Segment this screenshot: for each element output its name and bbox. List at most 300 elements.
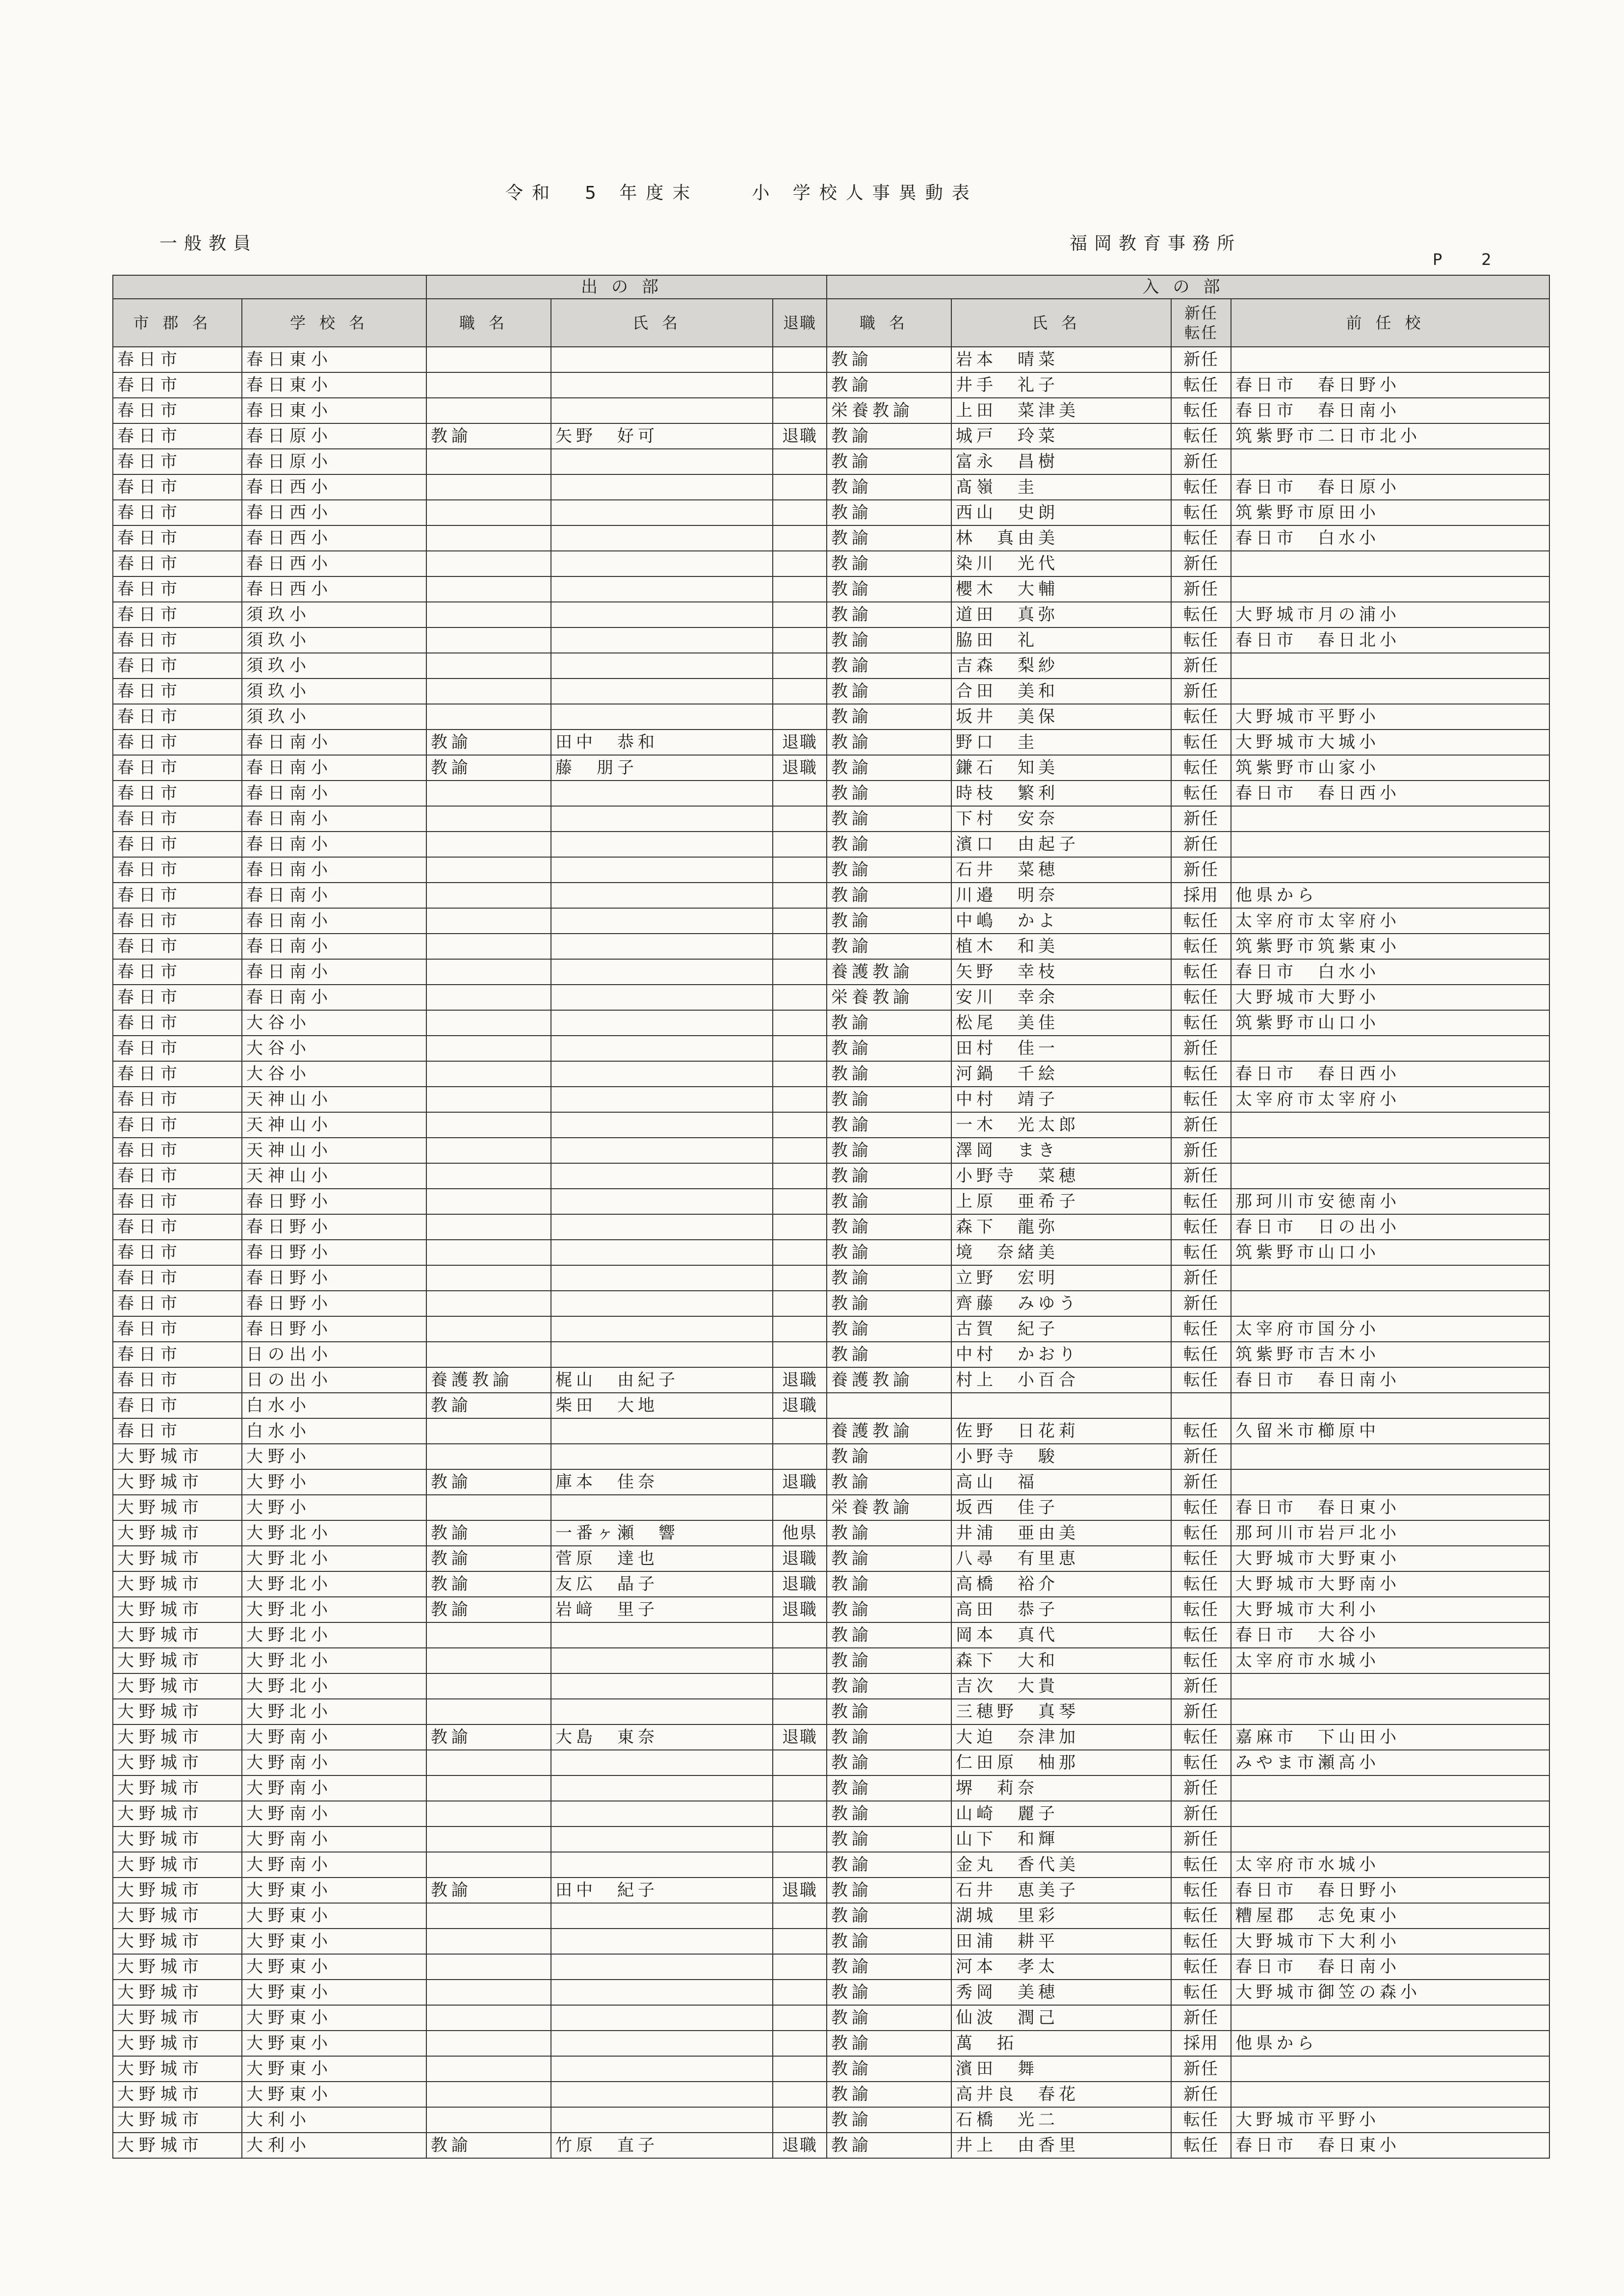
cell-in-name: 富永 昌樹 (951, 449, 1171, 474)
cell-out-title (426, 449, 551, 474)
cell-out-name: 竹原 直子 (551, 2133, 773, 2158)
cell-in-title: 栄養教諭 (827, 1495, 951, 1520)
table-row (113, 1189, 1549, 1214)
cell-out-name (551, 1265, 773, 1291)
cell-in-name: 秀岡 美穂 (951, 1980, 1171, 2005)
cell-type: 転任 (1171, 372, 1231, 398)
cell-type: 新任 (1171, 1291, 1231, 1316)
cell-out-title: 教諭 (426, 730, 551, 755)
cell-prev-school: 大野城市大野東小 (1231, 1546, 1549, 1571)
cell-type: 転任 (1171, 423, 1231, 449)
cell-school: 大野北小 (242, 1622, 426, 1648)
cell-school: 春日西小 (242, 576, 426, 602)
cell-type: 新任 (1171, 1444, 1231, 1469)
cell-school: 春日南小 (242, 883, 426, 908)
cell-city: 春日市 (113, 1189, 242, 1214)
cell-prev-school (1231, 1444, 1549, 1469)
cell-out-title (426, 551, 551, 576)
cell-in-name: 上田 菜津美 (951, 398, 1171, 423)
cell-city: 春日市 (113, 372, 242, 398)
cell-type: 転任 (1171, 959, 1231, 985)
cell-out-name (551, 1980, 773, 2005)
cell-retire (773, 1929, 827, 1954)
cell-prev-school: 春日市 白水小 (1231, 525, 1549, 551)
cell-type: 転任 (1171, 730, 1231, 755)
cell-in-title: 教諭 (827, 2107, 951, 2133)
cell-type: 転任 (1171, 1214, 1231, 1240)
cell-retire (773, 1112, 827, 1138)
cell-out-name (551, 1903, 773, 1929)
table-row (113, 1699, 1549, 1724)
cell-prev-school: 太宰府市太宰府小 (1231, 1087, 1549, 1112)
cell-city: 大野城市 (113, 2056, 242, 2082)
cell-retire (773, 1342, 827, 1367)
cell-out-title (426, 1852, 551, 1878)
cell-in-title: 教諭 (827, 347, 951, 372)
cell-in-name: 染川 光代 (951, 551, 1171, 576)
cell-out-title (426, 2031, 551, 2056)
cell-type: 新任 (1171, 1163, 1231, 1189)
cell-school: 春日西小 (242, 500, 426, 525)
cell-out-name (551, 1316, 773, 1342)
col-school: 学校名 (242, 299, 426, 347)
table-row (113, 1163, 1549, 1189)
cell-in-name: 一木 光太郎 (951, 1112, 1171, 1138)
cell-type: 転任 (1171, 1622, 1231, 1648)
cell-city: 春日市 (113, 1138, 242, 1163)
cell-out-title (426, 525, 551, 551)
cell-out-title (426, 1189, 551, 1214)
cell-city: 春日市 (113, 1418, 242, 1444)
cell-retire (773, 959, 827, 985)
cell-retire (773, 1163, 827, 1189)
cell-in-name: 櫻木 大輔 (951, 576, 1171, 602)
cell-city: 春日市 (113, 985, 242, 1010)
cell-out-title (426, 1699, 551, 1724)
cell-in-title: 教諭 (827, 1954, 951, 1980)
cell-type: 転任 (1171, 934, 1231, 959)
cell-city: 春日市 (113, 1163, 242, 1189)
cell-school: 大野東小 (242, 1903, 426, 1929)
cell-city: 大野城市 (113, 1495, 242, 1520)
cell-retire (773, 1214, 827, 1240)
cell-in-name: 上原 亜希子 (951, 1189, 1171, 1214)
cell-school: 春日野小 (242, 1214, 426, 1240)
cell-out-name (551, 1036, 773, 1061)
cell-out-name (551, 908, 773, 934)
cell-retire (773, 806, 827, 832)
cell-school: 春日南小 (242, 806, 426, 832)
table-row (113, 1316, 1549, 1342)
cell-city: 大野城市 (113, 2107, 242, 2133)
cell-in-name: 林 真由美 (951, 525, 1171, 551)
cell-city: 大野城市 (113, 1546, 242, 1571)
cell-in-title: 教諭 (827, 1750, 951, 1775)
cell-out-name (551, 985, 773, 1010)
cell-in-title: 教諭 (827, 1571, 951, 1597)
cell-type: 転任 (1171, 1087, 1231, 1112)
cell-retire (773, 1699, 827, 1724)
cell-in-title: 教諭 (827, 1699, 951, 1724)
table-body (113, 347, 1549, 2158)
cell-prev-school: 大野城市下大利小 (1231, 1929, 1549, 1954)
cell-out-title (426, 1929, 551, 1954)
cell-in-title: 教諭 (827, 806, 951, 832)
cell-city: 春日市 (113, 883, 242, 908)
cell-city: 大野城市 (113, 1826, 242, 1852)
table-row (113, 781, 1549, 806)
cell-in-name: 岡本 真代 (951, 1622, 1171, 1648)
cell-out-name (551, 1495, 773, 1520)
cell-out-title (426, 1801, 551, 1826)
table-row (113, 1393, 1549, 1418)
cell-school: 大野南小 (242, 1801, 426, 1826)
cell-out-name: 梶山 由紀子 (551, 1367, 773, 1393)
cell-in-title: 教諭 (827, 1189, 951, 1214)
cell-in-name: 脇田 礼 (951, 627, 1171, 653)
cell-type: 新任 (1171, 2005, 1231, 2031)
cell-in-title: 教諭 (827, 551, 951, 576)
cell-out-title (426, 1036, 551, 1061)
cell-school: 春日野小 (242, 1291, 426, 1316)
cell-out-title (426, 347, 551, 372)
cell-out-name (551, 1163, 773, 1189)
cell-in-title: 教諭 (827, 730, 951, 755)
cell-school: 日の出小 (242, 1367, 426, 1393)
cell-city: 大野城市 (113, 1878, 242, 1903)
cell-out-name (551, 1826, 773, 1852)
cell-city: 春日市 (113, 1291, 242, 1316)
cell-in-title: 教諭 (827, 500, 951, 525)
cell-school: 春日東小 (242, 372, 426, 398)
cell-type: 新任 (1171, 2056, 1231, 2082)
cell-out-title: 教諭 (426, 1878, 551, 1903)
cell-retire (773, 985, 827, 1010)
cell-type: 新任 (1171, 576, 1231, 602)
cell-school: 須玖小 (242, 678, 426, 704)
table-row (113, 423, 1549, 449)
cell-type: 新任 (1171, 2082, 1231, 2107)
cell-in-name: 中村 かおり (951, 1342, 1171, 1367)
cell-city: 春日市 (113, 627, 242, 653)
cell-in-title: 教諭 (827, 908, 951, 934)
cell-out-title (426, 908, 551, 934)
table-row (113, 959, 1549, 985)
cell-in-name: 中村 靖子 (951, 1087, 1171, 1112)
cell-type: 新任 (1171, 449, 1231, 474)
cell-in-name: 田浦 耕平 (951, 1929, 1171, 1954)
cell-type: 新任 (1171, 347, 1231, 372)
cell-out-title (426, 372, 551, 398)
cell-in-name: 植木 和美 (951, 934, 1171, 959)
cell-in-name: 高井良 春花 (951, 2082, 1171, 2107)
cell-in-title: 教諭 (827, 1036, 951, 1061)
cell-school: 春日野小 (242, 1265, 426, 1291)
cell-type: 採用 (1171, 2031, 1231, 2056)
cell-out-title (426, 857, 551, 883)
cell-out-title (426, 959, 551, 985)
table-row (113, 1903, 1549, 1929)
table-row (113, 1061, 1549, 1087)
cell-prev-school (1231, 1163, 1549, 1189)
cell-in-name: 安川 幸余 (951, 985, 1171, 1010)
cell-out-title (426, 1903, 551, 1929)
cell-type: 転任 (1171, 2107, 1231, 2133)
cell-city: 大野城市 (113, 1622, 242, 1648)
cell-type: 転任 (1171, 1878, 1231, 1903)
cell-school: 大野東小 (242, 1954, 426, 1980)
table-row (113, 602, 1549, 627)
cell-prev-school (1231, 678, 1549, 704)
cell-retire (773, 602, 827, 627)
cell-out-name (551, 474, 773, 500)
cell-retire (773, 1087, 827, 1112)
table-row (113, 1214, 1549, 1240)
cell-in-name: 齊藤 みゆう (951, 1291, 1171, 1316)
cell-school: 大谷小 (242, 1061, 426, 1087)
cell-out-title (426, 1954, 551, 1980)
cell-out-title: 教諭 (426, 1597, 551, 1622)
cell-out-title (426, 1418, 551, 1444)
cell-out-name: 矢野 好可 (551, 423, 773, 449)
cell-city: 大野城市 (113, 1903, 242, 1929)
cell-prev-school (1231, 1036, 1549, 1061)
cell-type: 新任 (1171, 1801, 1231, 1826)
cell-in-title: 教諭 (827, 2133, 951, 2158)
cell-in-name: 佐野 日花莉 (951, 1418, 1171, 1444)
cell-out-name (551, 883, 773, 908)
table-row (113, 1367, 1549, 1393)
cell-retire (773, 781, 827, 806)
cell-city: 春日市 (113, 1010, 242, 1036)
cell-out-name (551, 1750, 773, 1775)
cell-type: 転任 (1171, 1342, 1231, 1367)
cell-out-title (426, 1980, 551, 2005)
table-row (113, 1878, 1549, 1903)
cell-in-title: 教諭 (827, 372, 951, 398)
cell-out-name (551, 2056, 773, 2082)
cell-in-name: 井上 由香里 (951, 2133, 1171, 2158)
cell-retire (773, 1980, 827, 2005)
cell-prev-school (1231, 551, 1549, 576)
table-row (113, 2107, 1549, 2133)
cell-out-title (426, 1673, 551, 1699)
cell-school: 天神山小 (242, 1087, 426, 1112)
cell-school: 春日南小 (242, 959, 426, 985)
cell-in-title: 教諭 (827, 934, 951, 959)
cell-city: 大野城市 (113, 1750, 242, 1775)
cell-in-title: 教諭 (827, 1265, 951, 1291)
cell-retire (773, 1316, 827, 1342)
cell-in-title: 教諭 (827, 781, 951, 806)
cell-retire (773, 2031, 827, 2056)
cell-out-title (426, 474, 551, 500)
cell-prev-school (1231, 576, 1549, 602)
cell-in-name: 仙波 潤己 (951, 2005, 1171, 2031)
cell-out-name (551, 806, 773, 832)
cell-in-name: 井浦 亜由美 (951, 1520, 1171, 1546)
cell-city: 大野城市 (113, 1571, 242, 1597)
cell-out-name: 柴田 大地 (551, 1393, 773, 1418)
cell-in-title: 教諭 (827, 832, 951, 857)
table-row (113, 1495, 1549, 1520)
cell-in-name: 小野寺 駿 (951, 1444, 1171, 1469)
cell-in-title: 栄養教諭 (827, 398, 951, 423)
cell-prev-school: 筑紫野市吉木小 (1231, 1342, 1549, 1367)
cell-type: 転任 (1171, 1980, 1231, 2005)
cell-retire (773, 1622, 827, 1648)
cell-type: 転任 (1171, 1240, 1231, 1265)
cell-in-title: 教諭 (827, 1546, 951, 1571)
table-row (113, 1342, 1549, 1367)
col-out-title: 職名 (426, 299, 551, 347)
cell-out-name (551, 2031, 773, 2056)
cell-school: 大野南小 (242, 1775, 426, 1801)
cell-in-title: 教諭 (827, 2005, 951, 2031)
cell-in-name: 井手 礼子 (951, 372, 1171, 398)
cell-out-title (426, 2005, 551, 2031)
cell-prev-school (1231, 1801, 1549, 1826)
cell-school: 天神山小 (242, 1138, 426, 1163)
cell-type: 新任 (1171, 1826, 1231, 1852)
cell-retire (773, 1061, 827, 1087)
cell-prev-school: 春日市 春日南小 (1231, 1954, 1549, 1980)
cell-out-title (426, 985, 551, 1010)
cell-retire (773, 1010, 827, 1036)
cell-in-title: 教諭 (827, 1980, 951, 2005)
cell-prev-school: 春日市 大谷小 (1231, 1622, 1549, 1648)
cell-in-title: 教諭 (827, 1010, 951, 1036)
cell-prev-school: 嘉麻市 下山田小 (1231, 1724, 1549, 1750)
cell-prev-school: 筑紫野市山口小 (1231, 1010, 1549, 1036)
cell-prev-school: 他県から (1231, 883, 1549, 908)
cell-city: 大野城市 (113, 1929, 242, 1954)
cell-retire (773, 347, 827, 372)
cell-school: 大利小 (242, 2133, 426, 2158)
cell-in-title: 教諭 (827, 755, 951, 781)
cell-prev-school: 大野城市大利小 (1231, 1597, 1549, 1622)
cell-out-title (426, 500, 551, 525)
cell-prev-school: 春日市 白水小 (1231, 959, 1549, 985)
cell-type: 新任 (1171, 1469, 1231, 1495)
cell-type: 転任 (1171, 1724, 1231, 1750)
cell-retire: 退職 (773, 1724, 827, 1750)
table-row (113, 1750, 1549, 1775)
cell-retire (773, 1495, 827, 1520)
cell-in-title: 教諭 (827, 1520, 951, 1546)
cell-type: 転任 (1171, 985, 1231, 1010)
cell-retire (773, 525, 827, 551)
table-row (113, 2133, 1549, 2158)
cell-school: 大野南小 (242, 1852, 426, 1878)
cell-school: 春日西小 (242, 525, 426, 551)
cell-in-name: 古賀 紀子 (951, 1316, 1171, 1342)
cell-type: 新任 (1171, 1138, 1231, 1163)
cell-school: 春日南小 (242, 857, 426, 883)
cell-out-title (426, 1826, 551, 1852)
cell-out-title: 教諭 (426, 2133, 551, 2158)
cell-out-name (551, 934, 773, 959)
cell-retire (773, 551, 827, 576)
cell-in-name: 矢野 幸枝 (951, 959, 1171, 985)
cell-in-title: 教諭 (827, 423, 951, 449)
cell-city: 春日市 (113, 1061, 242, 1087)
cell-out-title: 養護教諭 (426, 1367, 551, 1393)
cell-retire: 退職 (773, 755, 827, 781)
cell-school: 春日原小 (242, 423, 426, 449)
cell-out-name (551, 1214, 773, 1240)
cell-out-title (426, 576, 551, 602)
table-row (113, 1622, 1549, 1648)
group-in-header: 入の部 (827, 275, 1549, 299)
personnel-table (112, 275, 1549, 2159)
cell-type: 転任 (1171, 755, 1231, 781)
cell-city: 春日市 (113, 423, 242, 449)
table-row (113, 1265, 1549, 1291)
cell-retire (773, 832, 827, 857)
cell-out-name (551, 372, 773, 398)
cell-in-title: 教諭 (827, 1087, 951, 1112)
cell-city: 春日市 (113, 1265, 242, 1291)
cell-type: 新任 (1171, 857, 1231, 883)
cell-retire (773, 678, 827, 704)
cell-out-title (426, 398, 551, 423)
cell-retire: 退職 (773, 1878, 827, 1903)
cell-out-title (426, 2107, 551, 2133)
blank-corner (113, 275, 426, 299)
cell-type: 転任 (1171, 525, 1231, 551)
cell-city: 大野城市 (113, 2005, 242, 2031)
table-row (113, 2056, 1549, 2082)
cell-city: 春日市 (113, 934, 242, 959)
cell-city: 春日市 (113, 755, 242, 781)
cell-in-name: 野口 圭 (951, 730, 1171, 755)
cell-retire (773, 1673, 827, 1699)
table-row (113, 883, 1549, 908)
cell-in-title: 教諭 (827, 1801, 951, 1826)
col-retire: 退職 (773, 299, 827, 347)
cell-type: 新任 (1171, 806, 1231, 832)
col-in-title: 職名 (827, 299, 951, 347)
cell-city: 春日市 (113, 551, 242, 576)
cell-city: 大野城市 (113, 1469, 242, 1495)
cell-in-title: 教諭 (827, 653, 951, 678)
cell-out-name: 田中 紀子 (551, 1878, 773, 1903)
table-row (113, 1138, 1549, 1163)
cell-in-name: 河本 孝太 (951, 1954, 1171, 1980)
table-row (113, 1444, 1549, 1469)
cell-school: 大野東小 (242, 2082, 426, 2107)
cell-prev-school: 太宰府市太宰府小 (1231, 908, 1549, 934)
cell-type: 転任 (1171, 627, 1231, 653)
table-row (113, 627, 1549, 653)
cell-school: 大野東小 (242, 1929, 426, 1954)
cell-in-title: 教諭 (827, 1240, 951, 1265)
table-row (113, 1240, 1549, 1265)
cell-in-name: 大迫 奈津加 (951, 1724, 1171, 1750)
cell-city: 春日市 (113, 678, 242, 704)
cell-in-name: 村上 小百合 (951, 1367, 1171, 1393)
cell-retire (773, 1036, 827, 1061)
cell-type: 転任 (1171, 1316, 1231, 1342)
cell-out-name (551, 781, 773, 806)
cell-out-title: 教諭 (426, 1724, 551, 1750)
table-row (113, 372, 1549, 398)
cell-in-name: 松尾 美佳 (951, 1010, 1171, 1036)
cell-retire: 退職 (773, 1469, 827, 1495)
cell-prev-school: 大野城市大野南小 (1231, 1571, 1549, 1597)
cell-out-title (426, 1138, 551, 1163)
